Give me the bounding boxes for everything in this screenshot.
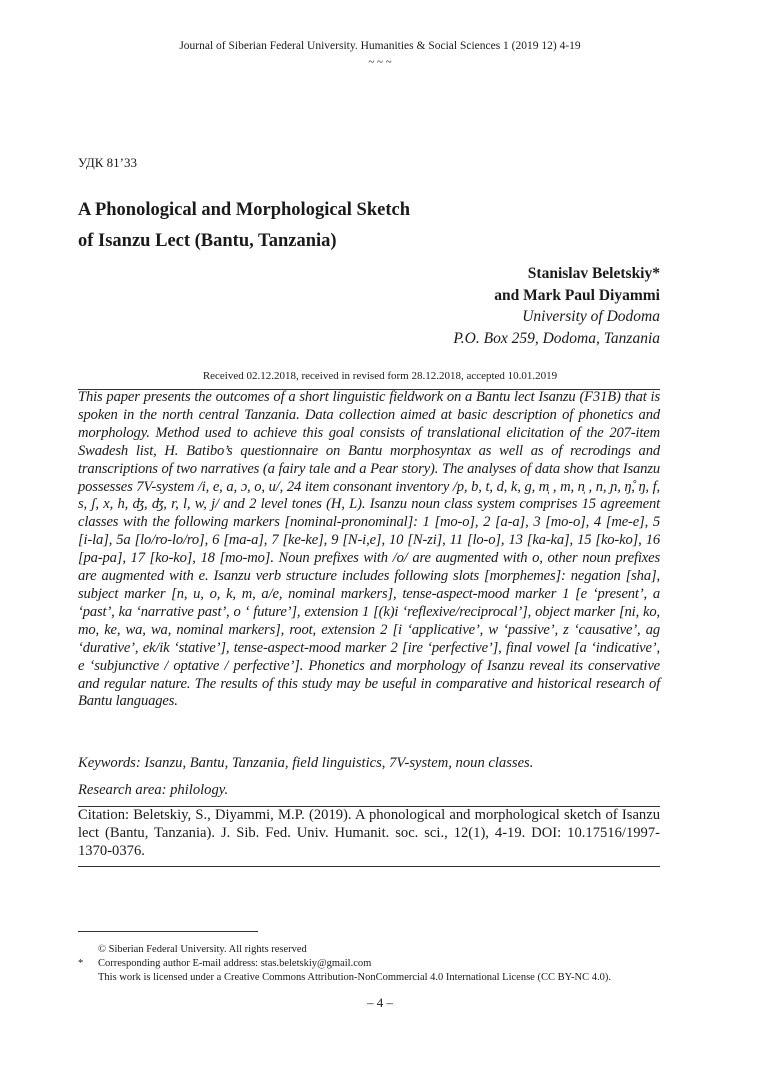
title-line-1: A Phonological and Morphological Sketch xyxy=(78,200,411,220)
journal-header: Journal of Siberian Federal University. Humanities & Social Sciences 1 (2019 12) 4-19 xyxy=(179,40,581,52)
author-2: and Mark Paul Diyammi xyxy=(494,286,660,304)
header-ornament: ~ ~ ~ xyxy=(368,56,392,68)
authors-block xyxy=(453,263,660,349)
footnote-corresponding xyxy=(78,957,678,971)
received-dates: Received 02.12.2018, received in revised form 28.12.2018, accepted 10.01.2019 xyxy=(202,370,558,382)
abstract: This paper presents the outcomes of a short linguistic fieldwork on a Bantu lect Isanzu (F31B) that is spoken in the north central Tanzania. Data collection aimed at basic description of phonetics and morphology. Method used to achieve this goal consists of translational elicitation of the 207-item Swadesh list, H. Batibo’s questionnaire on Bantu morphosyntax as well as of recrodings and transcriptions of two narratives (a fairy tale and a Pear story). The analyses of data show that Isanzu possesses 7V-system /i, e, a, ɔ, o, u/, 24 item consonant inventory /p, b, t, d, k, g, m̩ , m, n̩ , n, ɲ, ŋ̊, ŋ, f, s, ʃ, x, h, ʤ, ʤ, r, l, w, j/ and 2 level tones (H, L). Isanzu noun class system comprises 15 agreement classes with the following markers [nominal-pronominal]: 1 [mo-o], 2 [a-a], 3 [mo-o], 4 [me-e], 5 [i-la], 5a [lo/ro-lo/ro], 6 [ma-a], 7 [ke-ke], 9 [N-i,e], 10 [N-zi], 11 [lo-o], 13 [ka-ka], 15 [ko-ko], 16 [pa-pa], 17 [ko-ko], 18 [mo-mo]. Noun prefixes with /o/ are augmented with o, other noun prefixes are augmented with e. Isanzu verb structure includes following slots [morphemes]: negation [sha], subject marker [n, u, o, k, m, a/e, nominal markers], tense-aspect-mood marker 1 [e ‘present’, a ‘past’, ka ‘narrative past’, o ‘ future’], extension 1 [(k)i ‘reflexive/reciprocal’], object marker [ni, ko, mo, ke, wa, wa, nominal markers], root, extension 2 [i ‘applicative’, w ‘passive’, z ‘causative’, ag ‘durative’, ek/ik ‘stative’], tense-aspect-mood marker 2 [ire ‘perfective’], final vowel [a ‘indicative’, e ‘subjunctive / optative / perfective’]. Phonetics and morphology of Isanzu reveal its conservative and regular nature. The results of this study may be useful in comparative and historical research of Bantu languages. xyxy=(78,389,660,710)
corresponding-author: Corresponding author E-mail address: stas.beletskiy@gmail.com xyxy=(98,958,372,969)
keywords: Keywords: Isanzu, Bantu, Tanzania, field linguistics, 7V-system, noun classes. xyxy=(78,755,534,771)
udk-code: УДК 81’33 xyxy=(78,155,138,170)
divider-citation-bottom xyxy=(78,866,660,867)
footnote-license xyxy=(78,971,678,985)
footnote-copyright xyxy=(78,943,678,957)
affiliation: University of Dodoma xyxy=(522,308,660,325)
footnote-divider xyxy=(78,931,258,932)
citation: Citation: Beletskiy, S., Diyammi, M.P. (2019). A phonological and morphological sketch of Isanzu lect (Bantu, Tanzania). J. Sib. Fed. Univ. Humanit. soc. sci., 12(1), 4-19. DOI: 10.17516/1997-1370-0376. xyxy=(78,807,660,859)
address: P.O. Box 259, Dodoma, Tanzania xyxy=(453,329,660,347)
author-1: Stanislav Beletskiy* xyxy=(527,265,660,282)
paper-title xyxy=(78,195,410,257)
copyright-text: © Siberian Federal University. All rights reserved xyxy=(98,944,307,955)
footnote-marker: * xyxy=(78,958,84,969)
license-text: This work is licensed under a Creative Commons Attribution-NonCommercial 4.0 International License (CC BY-NC 4.0). xyxy=(98,972,611,983)
title-line-2: of Isanzu Lect (Bantu, Tanzania) xyxy=(78,231,337,251)
page-number: – 4 – xyxy=(367,995,393,1010)
research-area: Research area: philology. xyxy=(78,782,229,798)
